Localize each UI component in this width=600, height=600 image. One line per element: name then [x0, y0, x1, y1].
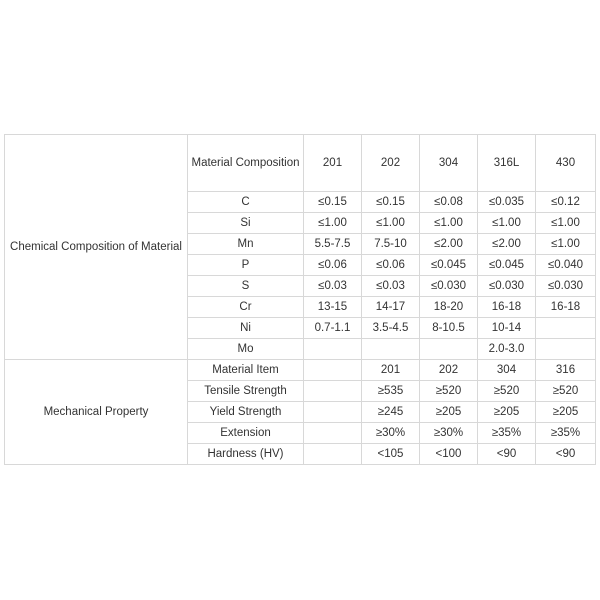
value-cell: <90: [478, 444, 536, 465]
header-cell-304: 304: [420, 135, 478, 192]
value-cell: ≤0.045: [420, 255, 478, 276]
value-cell: 304: [478, 360, 536, 381]
element-cell: Ni: [188, 318, 304, 339]
value-cell: ≥35%: [536, 423, 596, 444]
element-cell: S: [188, 276, 304, 297]
value-cell: [304, 339, 362, 360]
value-cell: ≤0.03: [362, 276, 420, 297]
material-spec-table: [4, 134, 596, 465]
value-cell: [536, 318, 596, 339]
value-cell: 5.5-7.5: [304, 234, 362, 255]
value-cell: ≥520: [478, 381, 536, 402]
value-cell: ≥30%: [362, 423, 420, 444]
header-cell-316l: 316L: [478, 135, 536, 192]
property-cell: Extension: [188, 423, 304, 444]
value-cell: 3.5-4.5: [362, 318, 420, 339]
value-cell: 201: [362, 360, 420, 381]
header-cell-430: 430: [536, 135, 596, 192]
value-cell: 7.5-10: [362, 234, 420, 255]
value-cell: [304, 402, 362, 423]
element-cell: Cr: [188, 297, 304, 318]
value-cell: [304, 423, 362, 444]
value-cell: ≤0.045: [478, 255, 536, 276]
value-cell: ≥535: [362, 381, 420, 402]
value-cell: <105: [362, 444, 420, 465]
value-cell: ≥205: [536, 402, 596, 423]
value-cell: ≤1.00: [478, 213, 536, 234]
value-cell: ≤0.035: [478, 192, 536, 213]
value-cell: ≥245: [362, 402, 420, 423]
table-row: [5, 135, 596, 192]
property-cell: Material Item: [188, 360, 304, 381]
value-cell: ≤0.030: [478, 276, 536, 297]
header-cell-201: 201: [304, 135, 362, 192]
value-cell: 18-20: [420, 297, 478, 318]
value-cell: ≤0.08: [420, 192, 478, 213]
property-cell: Yield Strength: [188, 402, 304, 423]
value-cell: [304, 360, 362, 381]
element-cell: Mn: [188, 234, 304, 255]
value-cell: ≤1.00: [536, 213, 596, 234]
element-cell: P: [188, 255, 304, 276]
property-cell: Hardness (HV): [188, 444, 304, 465]
value-cell: ≤1.00: [536, 234, 596, 255]
value-cell: ≥520: [536, 381, 596, 402]
value-cell: ≤2.00: [420, 234, 478, 255]
value-cell: 10-14: [478, 318, 536, 339]
element-cell: C: [188, 192, 304, 213]
element-cell: Mo: [188, 339, 304, 360]
value-cell: ≤2.00: [478, 234, 536, 255]
value-cell: ≥30%: [420, 423, 478, 444]
value-cell: ≤0.03: [304, 276, 362, 297]
value-cell: ≥205: [478, 402, 536, 423]
value-cell: ≤1.00: [362, 213, 420, 234]
value-cell: [304, 444, 362, 465]
value-cell: <90: [536, 444, 596, 465]
chemical-section-label: Chemical Composition of Material: [5, 135, 188, 360]
value-cell: ≤0.030: [536, 276, 596, 297]
value-cell: ≥520: [420, 381, 478, 402]
value-cell: [420, 339, 478, 360]
value-cell: 16-18: [478, 297, 536, 318]
table-row: [5, 360, 596, 381]
value-cell: 16-18: [536, 297, 596, 318]
property-cell: Tensile Strength: [188, 381, 304, 402]
value-cell: [362, 339, 420, 360]
value-cell: ≤1.00: [420, 213, 478, 234]
value-cell: [536, 339, 596, 360]
value-cell: 202: [420, 360, 478, 381]
value-cell: ≤0.06: [362, 255, 420, 276]
header-cell-202: 202: [362, 135, 420, 192]
value-cell: 0.7-1.1: [304, 318, 362, 339]
value-cell: 13-15: [304, 297, 362, 318]
value-cell: ≤0.040: [536, 255, 596, 276]
value-cell: 8-10.5: [420, 318, 478, 339]
value-cell: 14-17: [362, 297, 420, 318]
value-cell: ≤1.00: [304, 213, 362, 234]
value-cell: 2.0-3.0: [478, 339, 536, 360]
element-cell: Si: [188, 213, 304, 234]
value-cell: ≤0.12: [536, 192, 596, 213]
value-cell: ≤0.06: [304, 255, 362, 276]
value-cell: 316: [536, 360, 596, 381]
value-cell: ≤0.030: [420, 276, 478, 297]
value-cell: ≤0.15: [304, 192, 362, 213]
value-cell: [304, 381, 362, 402]
value-cell: ≥35%: [478, 423, 536, 444]
value-cell: <100: [420, 444, 478, 465]
mechanical-section-label: Mechanical Property: [5, 360, 188, 465]
header-cell-composition: Material Composition: [188, 135, 304, 192]
value-cell: ≥205: [420, 402, 478, 423]
value-cell: ≤0.15: [362, 192, 420, 213]
